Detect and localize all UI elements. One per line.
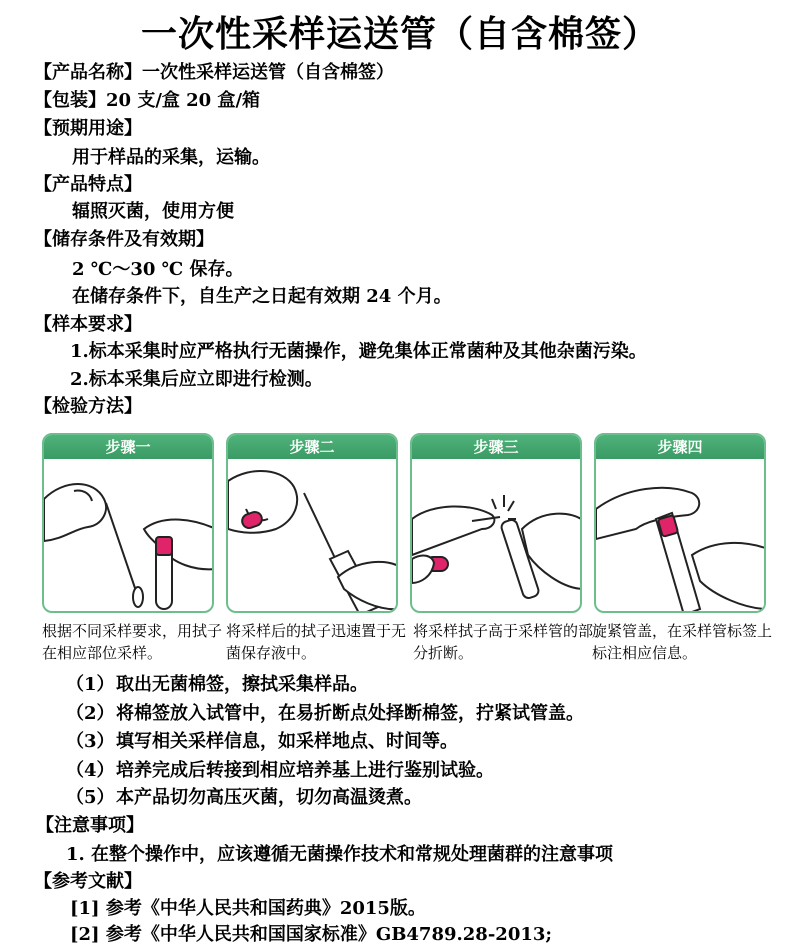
step-label-4: 步骤四 (596, 435, 764, 459)
features-heading: 【产品特点】 (34, 174, 142, 195)
reference-item-1: [1] 参考《中华人民共和国药典》2015版。 (70, 898, 426, 919)
instruction-number: （5） (66, 787, 115, 808)
step-label-3: 步骤三 (412, 435, 580, 459)
packaging: 【包装】20 支/盒 20 盒/箱 (34, 90, 261, 111)
step-2-illustration (228, 459, 398, 613)
storage-line1: 2 ℃～30 ℃ 保存。 (72, 259, 244, 280)
instruction-number: （2） (66, 703, 115, 724)
notes-heading: 【注意事项】 (36, 815, 144, 836)
step-caption-4: 旋紧管盖，在采样管标签上标注相应信息。 (592, 622, 773, 662)
features-text: 辐照灭菌，使用方便 (72, 201, 234, 222)
instruction-text: 将棉签放入试管中，在易折断点处择断棉签，拧紧试管盖。 (116, 703, 584, 724)
step-panel-4 (594, 433, 766, 613)
step-4-illustration (596, 459, 766, 613)
usage-heading: 【预期用途】 (34, 118, 142, 139)
storage-line2: 在储存条件下，自生产之日起有效期 24 个月。 (72, 286, 452, 307)
usage-text: 用于样品的采集，运输。 (72, 147, 270, 168)
sample-heading: 【样本要求】 (34, 314, 142, 335)
step-3-illustration (412, 459, 582, 613)
step-1-illustration (44, 459, 214, 613)
instruction-4 (66, 760, 494, 782)
instruction-text: 填写相关采样信息，如采样地点、时间等。 (116, 731, 458, 752)
page-title: 一次性采样运送管（自含棉签） (140, 14, 659, 55)
notes-text: 1. 在整个操作中，应该遵循无菌操作技术和常规处理菌群的注意事项 (66, 844, 614, 865)
step-caption-1: 根据不同采样要求，用拭子在相应部位采样。 (42, 622, 223, 662)
step-panel-3 (410, 433, 582, 613)
instruction-5 (66, 787, 422, 809)
step-caption-2: 将采样后的拭子迅速置于无菌保存液中。 (226, 622, 407, 662)
instruction-text: 培养完成后转接到相应培养基上进行鉴别试验。 (116, 760, 494, 781)
instruction-1 (66, 674, 368, 696)
instruction-2 (66, 703, 584, 725)
instruction-number: （3） (66, 731, 115, 752)
instruction-text: 本产品切勿高压灭菌，切勿高温烫煮。 (116, 787, 422, 808)
reference-item-2: [2] 参考《中华人民共和国国家标准》GB4789.28-2013; (70, 924, 553, 945)
method-heading: 【检验方法】 (34, 396, 142, 417)
product-name: 【产品名称】一次性采样运送管（自含棉签） (34, 62, 394, 83)
step-label-2: 步骤二 (228, 435, 396, 459)
step-panel-2 (226, 433, 398, 613)
instruction-number: （4） (66, 760, 115, 781)
sample-line2: 2.标本采集后应立即进行检测。 (70, 369, 323, 390)
method-steps (42, 433, 782, 613)
step-label-1: 步骤一 (44, 435, 212, 459)
references-heading: 【参考文献】 (34, 871, 142, 892)
instruction-number: （1） (66, 674, 115, 695)
sample-line1: 1.标本采集时应严格执行无菌操作，避免集体正常菌种及其他杂菌污染。 (70, 341, 647, 362)
instruction-3 (66, 731, 458, 753)
storage-heading: 【储存条件及有效期】 (34, 229, 214, 250)
step-panel-1 (42, 433, 214, 613)
step-caption-3: 将采样拭子高于采样管的部分折断。 (413, 622, 594, 662)
instruction-text: 取出无菌棉签，擦拭采集样品。 (116, 674, 368, 695)
